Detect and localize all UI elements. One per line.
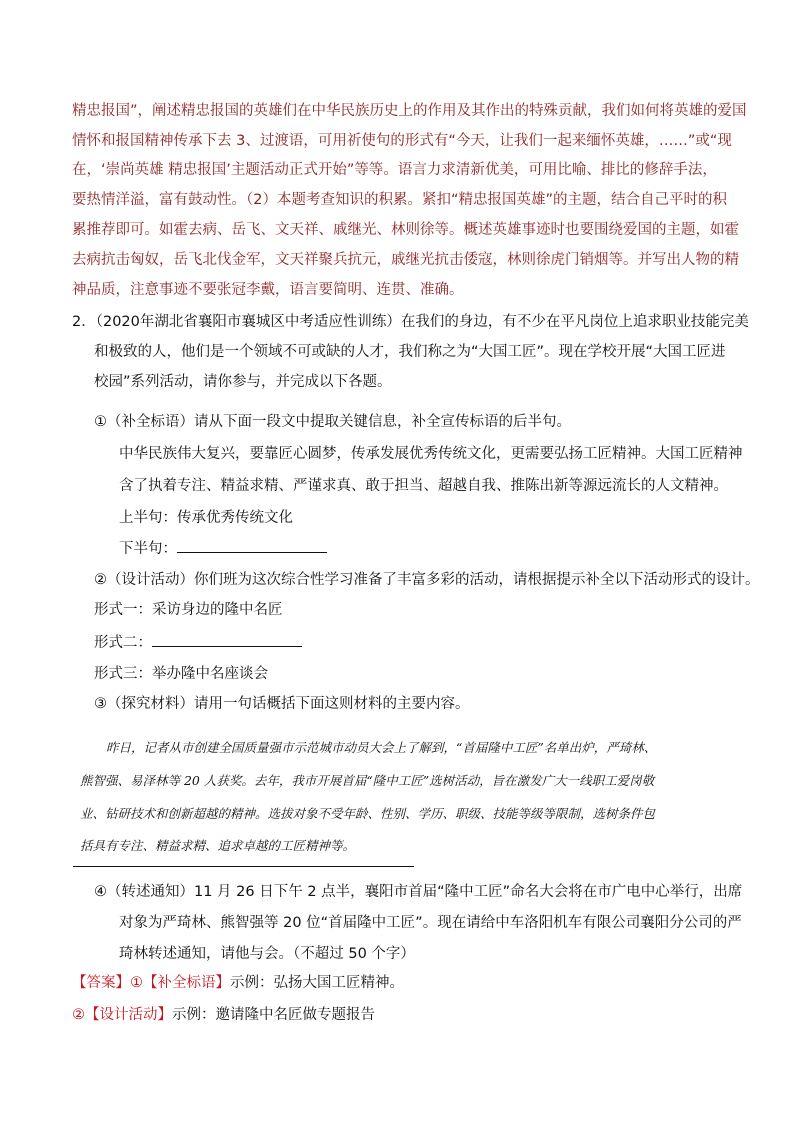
explanation-line: 在，‘崇尚英雄 精忠报国’主题活动正式开始”等等。语言力求清新优美，可用比喻、排比的修辞手法， <box>72 162 717 178</box>
answer-2-number: ② <box>72 1007 85 1023</box>
answer-2-tag: 【设计活动】 <box>85 1007 172 1023</box>
lower-half-answer-blank[interactable] <box>177 538 327 553</box>
answer-2 <box>72 1005 375 1025</box>
answer-label: 【答案】 <box>72 975 130 991</box>
activity-form-2 <box>94 632 302 653</box>
answer-2-text: 示例：邀请隆中名匠做专题报告 <box>172 1007 375 1023</box>
part-4-line: 琦林转述通知，请他与会。（不超过 50 个字） <box>119 946 415 962</box>
part-3-prompt: ③（探究材料）请用一句话概括下面这则材料的主要内容。 <box>94 696 470 712</box>
lower-half-label: 下半句： <box>119 541 177 557</box>
part-4-line: 对象为严琦林、熊智强等 20 位“首届隆中工匠”。现在请给中车洛阳机车有限公司襄阳分公司的严 <box>119 915 742 931</box>
material-line: 括具有专注、精益求精、追求卓越的工匠精神等。 <box>80 837 356 853</box>
answer-line[interactable] <box>73 866 414 867</box>
part-4-line: ④（转述通知）11 月 26 日下午 2 点半，襄阳市首届“隆中工匠”命名大会将在市广电中心举行，出席 <box>94 884 743 900</box>
answer-1-text: 示例：弘扬大国工匠精神。 <box>230 975 404 991</box>
part-1-text: 含了执着专注、精益求精、严谨求真、敢于担当、超越自我、推陈出新等源远流长的人文精神。 <box>119 478 728 494</box>
question-2-line: 校园”系列活动，请你参与，并完成以下各题。 <box>94 374 392 390</box>
question-2-line: 和极致的人，他们是一个领域不可或缺的人才，我们称之为“大国工匠”。现在学校开展“大国工匠进 <box>94 344 726 360</box>
part-1-text: 中华民族伟大复兴，要靠匠心圆梦，传承发展优秀传统文化，更需要弘扬工匠精神。大国工匠精神 <box>119 446 743 462</box>
material-line: 业、钻研技术和创新超越的精神。选拔对象不受年龄、性别、学历、职级、技能等级等限制，选树条件包 <box>80 805 656 821</box>
answer-1 <box>72 973 404 993</box>
activity-form-1: 形式一：采访身边的隆中名匠 <box>94 602 283 618</box>
activity-form-3: 形式三：举办隆中名座谈会 <box>94 666 268 682</box>
explanation-line: 神品质，注意事迹不要张冠李戴，语言要简明、连贯、准确。 <box>72 282 464 298</box>
answer-1-tag: 【补全标语】 <box>143 975 230 991</box>
explanation-line: 去病抗击匈奴，岳飞北伐金军，文天祥聚兵抗元，戚继光抗击倭寇，林则徐虎门销烟等。并写出人物的精 <box>72 252 739 268</box>
question-2-line: 2．（2020年湖北省襄阳市襄城区中考适应性训练）在我们的身边，有不少在平凡岗位上追求职业技能完美 <box>72 314 749 330</box>
material-line: 昨日，记者从市创建全国质量强市示范城市动员大会上了解到，“首届隆中工匠”名单出炉，严琦林、 <box>106 739 657 755</box>
answer-1-number: ① <box>130 975 143 991</box>
part-2-prompt: ②（设计活动）你们班为这次综合性学习准备了丰富多彩的活动，请根据提示补全以下活动形式的设计。 <box>94 572 760 588</box>
activity-form-2-blank[interactable] <box>152 632 302 647</box>
upper-half-slogan: 上半句：传承优秀传统文化 <box>119 510 293 526</box>
material-line: 熊智强、易泽林等 20 人获奖。去年，我市开展首届“隆中工匠”选树活动，旨在激发广大一线职工爱岗敬 <box>80 772 655 788</box>
explanation-line: 要热情洋溢，富有鼓动性。（2）本题考查知识的积累。紧扣“精忠报国英雄”的主题，结合自己平时的积 <box>72 192 727 208</box>
explanation-line: 精忠报国”，阐述精忠报国的英雄们在中华民族历史上的作用及其作出的特殊贡献，我们如何将英雄的爱国 <box>72 103 747 119</box>
lower-half-slogan <box>119 538 327 559</box>
part-1-prompt: ①（补全标语）请从下面一段文中提取关键信息，补全宣传标语的后半句。 <box>94 414 571 430</box>
explanation-line: 情怀和报国精神传承下去 3、过渡语，可用祈使句的形式有“今天，让我们一起来缅怀英雄，……”或“现 <box>72 133 732 149</box>
activity-form-2-label: 形式二： <box>94 635 152 651</box>
explanation-line: 累推荐即可。如霍去病、岳飞、文天祥、戚继光、林则徐等。概述英雄事迹时也要围绕爱国的主题，如霍 <box>72 222 739 238</box>
